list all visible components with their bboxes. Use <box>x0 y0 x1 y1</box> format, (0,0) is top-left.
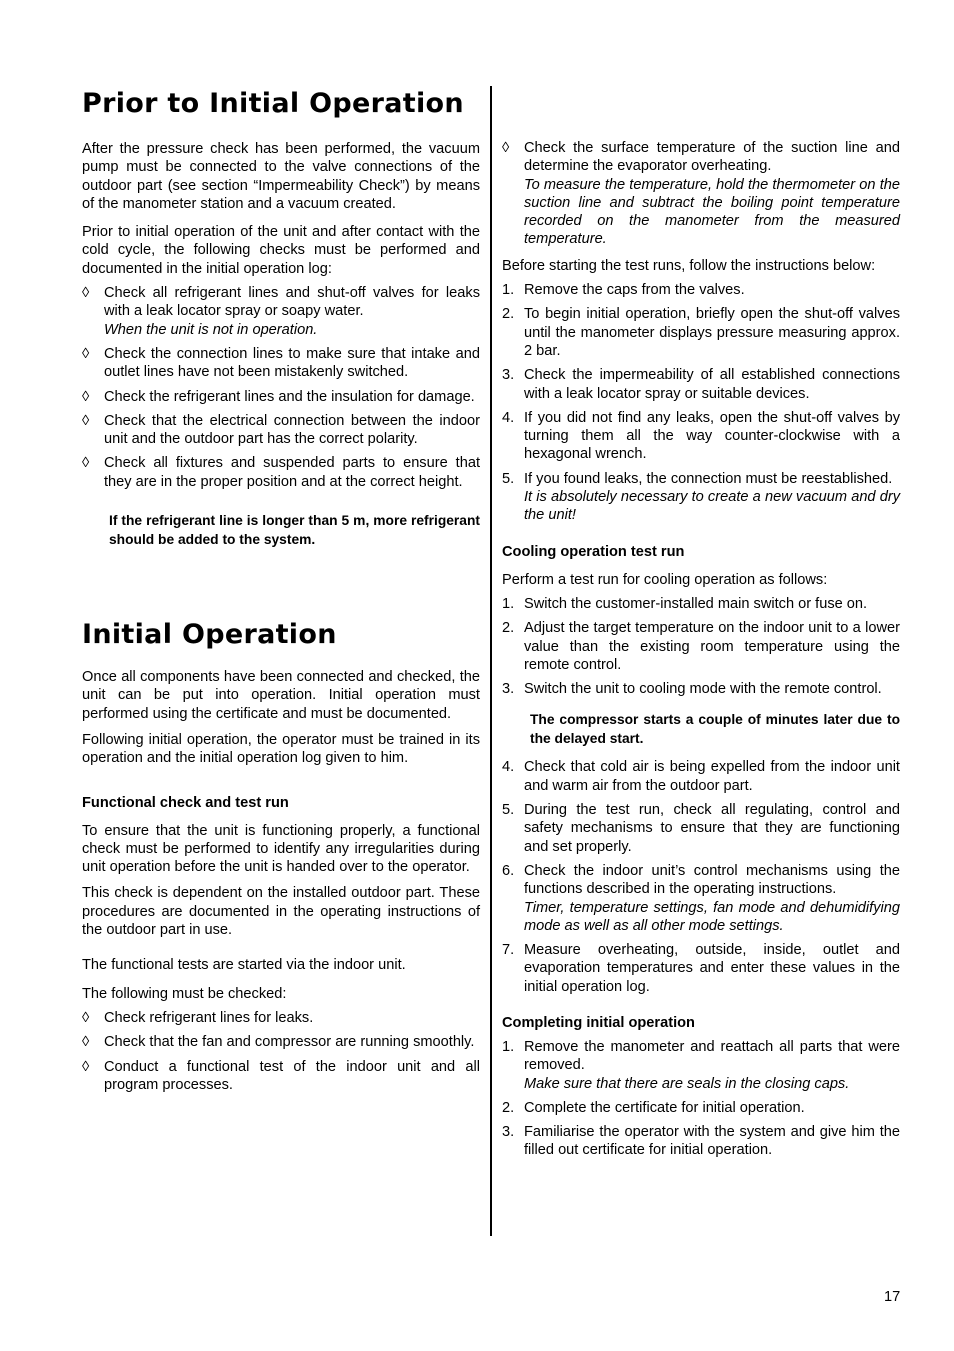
checked-intro: The following must be checked: <box>82 985 287 1002</box>
surface-check-list <box>502 139 900 249</box>
intro-paragraph: After the pressure check has been performed, the vacuum pump must be connected to the valve connections of the outdoor part (see section “Impermeability Check”) by means of the manometer station and a vacuum created. <box>82 141 480 212</box>
list-item: ◊ Check all refrigerant lines and shut-off valves for leaks with a leak locator spray or soapy water. When the unit is not in operation. <box>82 285 480 338</box>
diamond-bullet-icon: ◊ <box>82 455 90 472</box>
section-title-prior: Prior to Initial Operation <box>82 88 464 119</box>
left-column <box>82 86 480 1094</box>
list-item: ◊ Check refrigerant lines for leaks. <box>82 1009 314 1026</box>
list-item: 2. To begin initial operation, briefly open the shut-off valves until the manometer displays pressure measuring approx. 2 bar. <box>502 306 900 359</box>
list-item: ◊ Check that the electrical connection between the indoor unit and the outdoor part has the correct polarity. <box>82 412 480 448</box>
checks-intro-paragraph: Prior to initial operation of the unit and after contact with the cold cycle, the following checks must be performed and documented in the initial operation log: <box>82 224 480 277</box>
list-item: ◊ Check the refrigerant lines and the insulation for damage. <box>82 388 475 405</box>
column-divider <box>490 86 492 1236</box>
diamond-bullet-icon: ◊ <box>82 1009 90 1026</box>
cooling-intro: Perform a test run for cooling operation as follows: <box>502 571 828 588</box>
diamond-bullet-icon: ◊ <box>502 140 510 156</box>
list-item: 5. If you found leaks, the connection must be reestablished. It is absolutely necessary to create a new vacuum and dry the unit! <box>502 470 900 524</box>
training-paragraph: Following initial operation, the operator must be trained in its operation and the initial operation log given to him. <box>82 731 480 767</box>
list-item: 6. Check the indoor unit’s control mechanisms using the functions described in the operating instructions. Timer, temperature settings, fan mode and dehumidifying mode as well as all other mode settings. <box>502 862 900 934</box>
dependency-paragraph: This check is dependent on the installed outdoor part. These procedures are documented in the operating instructions of the outdoor part in use. <box>82 885 480 939</box>
list-item: 7. Measure overheating, outside, inside, outlet and evaporation temperatures and enter these values in the initial operation log. <box>502 942 900 995</box>
before-test-paragraph: Before starting the test runs, follow the instructions below: <box>502 257 876 274</box>
diamond-bullet-icon: ◊ <box>82 345 90 362</box>
functional-paragraph: To ensure that the unit is functioning properly, a functional check must be performed to identify any irregularities during unit operation before the unit is handed over to the operator. <box>82 822 480 876</box>
list-item: ◊ Check all fixtures and suspended parts to ensure that they are in the proper position and at the correct height. <box>82 455 480 490</box>
list-item: 1. Switch the customer-installed main switch or fuse on. <box>502 595 868 612</box>
compressor-note: The compressor starts a couple of minutes later due to the delayed start. <box>530 712 900 747</box>
preparation-steps <box>502 281 900 525</box>
list-item: ◊ Conduct a functional test of the indoor unit and all program processes. <box>82 1058 480 1093</box>
indoor-unit-paragraph: The functional tests are started via the indoor unit. <box>82 957 406 974</box>
diamond-bullet-icon: ◊ <box>82 285 90 302</box>
completing-heading: Completing initial operation <box>502 1014 695 1031</box>
page-number: 17 <box>884 1289 901 1305</box>
initial-paragraph: Once all components have been connected and checked, the unit can be put into operation. Initial operation must performed using the certificate and must be documented. <box>82 669 480 722</box>
diamond-bullet-icon: ◊ <box>82 1034 90 1051</box>
list-item: ◊ Check the connection lines to make sure that intake and outlet lines have not been mistakenly switched. <box>82 345 480 381</box>
list-item: 1. Remove the manometer and reattach all parts that were removed. Make sure that there are seals in the closing caps. <box>502 1038 900 1092</box>
list-item: 4. If you did not find any leaks, open the shut-off valves by turning them all the way counter-clockwise with a hexagonal wrench. <box>502 409 900 463</box>
diamond-bullet-icon: ◊ <box>82 388 90 405</box>
list-item: 2. Adjust the target temperature on the indoor unit to a lower value than the existing room temperature using the remote control. <box>502 620 900 673</box>
list-item: 4. Check that cold air is being expelled from the indoor unit and warm air from the outdoor part. <box>502 759 900 794</box>
list-item: 3. Familiarise the operator with the system and give him the filled out certificate for initial operation. <box>502 1124 900 1159</box>
pre-checks-list <box>82 284 480 491</box>
list-item: 5. During the test run, check all regulating, control and safety mechanisms to ensure that they are functioning and set properly. <box>502 802 900 855</box>
diamond-bullet-icon: ◊ <box>82 1058 90 1075</box>
refrigerant-note: If the refrigerant line is longer than 5 m, more refrigerant should be added to the system. <box>109 513 480 548</box>
cooling-steps-a <box>502 595 900 698</box>
cooling-heading: Cooling operation test run <box>502 543 685 560</box>
list-item: 3. Switch the unit to cooling mode with the remote control. <box>502 681 882 698</box>
list-item: 2. Complete the certificate for initial operation. <box>502 1099 805 1116</box>
section-title-initial: Initial Operation <box>82 619 337 651</box>
functional-heading: Functional check and test run <box>82 794 289 811</box>
right-column <box>502 139 900 1160</box>
completing-steps <box>502 1038 900 1160</box>
list-item: ◊ Check that the fan and compressor are running smoothly. <box>82 1034 475 1051</box>
list-item: ◊ Check the surface temperature of the suction line and determine the evaporator overheating. To measure the temperature, hold the thermometer on the suction line and subtract the boiling point temperature recorded on the manometer from the measured temperature. <box>502 140 900 248</box>
list-item: 3. Check the impermeability of all established connections with a leak locator spray or suitable devices. <box>502 367 900 402</box>
cooling-steps-b <box>502 758 900 996</box>
list-item: 1. Remove the caps from the valves. <box>502 282 745 299</box>
diamond-bullet-icon: ◊ <box>82 412 90 429</box>
functional-checks-list <box>82 1009 480 1094</box>
